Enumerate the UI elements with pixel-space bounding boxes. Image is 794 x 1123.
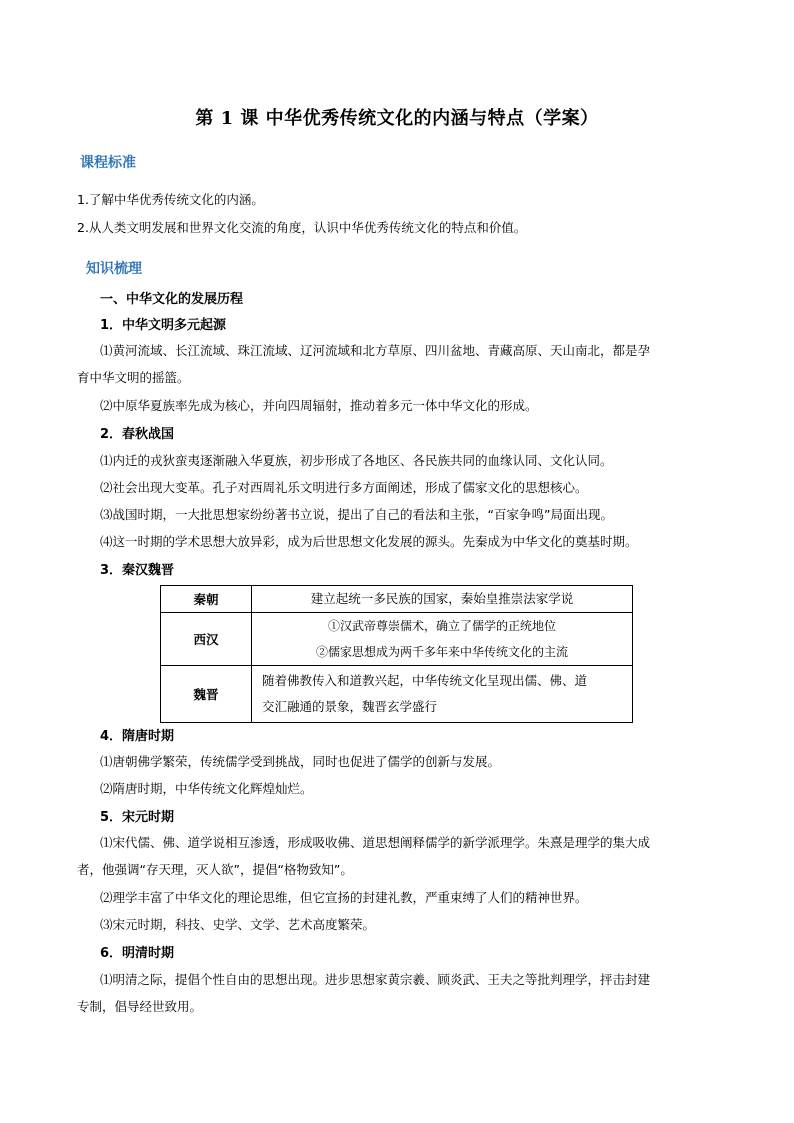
s1-p1-line2: 育中华文明的摇篮。 — [77, 370, 190, 385]
part-title: 一、中华文化的发展历程 — [100, 292, 244, 307]
table-val-weijin — [252, 666, 633, 723]
s2-p4: ⑷这一时期的学术思想大放异彩，成为后世思想文化发展的源头。先秦成为中华文化的奠基时期。 — [100, 534, 638, 549]
s2-p2: ⑵社会出现大变革。孔子对西周礼乐文明进行多方面阐述，形成了儒家文化的思想核心。 — [100, 480, 588, 495]
dynasty-table — [160, 585, 633, 723]
s2-p3: ⑶战国时期，一大批思想家纷纷著书立说，提出了自己的看法和主张，“百家争鸣”局面出现。 — [100, 507, 613, 522]
page-title: 第 1 课 中华优秀传统文化的内涵与特点（学案） — [195, 108, 599, 129]
table-key-xihan: 西汉 — [161, 613, 252, 666]
s5-p1-line2: 者，他强调“存天理，灭人欲”，提倡“格物致知”。 — [77, 862, 353, 877]
section-3-title: 3．秦汉魏晋 — [100, 563, 175, 578]
s1-p2: ⑵中原华夏族率先成为核心，并向四周辐射，推动着多元一体中华文化的形成。 — [100, 398, 538, 413]
s4-p1: ⑴唐朝佛学繁荣，传统儒学受到挑战，同时也促进了儒学的创新与发展。 — [100, 754, 501, 769]
s5-p2: ⑵理学丰富了中华文化的理论思维，但它宣扬的封建礼教，严重束缚了人们的精神世界。 — [100, 890, 588, 905]
standard-item-1: 1.了解中华优秀传统文化的内涵。 — [77, 192, 264, 207]
section-4-title: 4．隋唐时期 — [100, 729, 175, 744]
section-6-title: 6．明清时期 — [100, 946, 175, 961]
table-key-weijin: 魏晋 — [161, 666, 252, 723]
table-row — [161, 613, 633, 666]
s5-p3: ⑶宋元时期，科技、史学、文学、艺术高度繁荣。 — [100, 917, 376, 932]
table-row — [161, 586, 633, 613]
section-5-title: 5．宋元时期 — [100, 810, 175, 825]
xihan-point-1: ①汉武帝尊崇儒术，确立了儒学的正统地位 — [327, 619, 556, 633]
section-1-title: 1．中华文明多元起源 — [100, 318, 227, 333]
s1-p1-line1: ⑴黄河流域、长江流域、珠江流域、辽河流域和北方草原、四川盆地、青藏高原、天山南北，都是孕 — [100, 343, 651, 358]
standard-item-2: 2.从人类文明发展和世界文化交流的角度，认识中华优秀传统文化的特点和价值。 — [77, 220, 527, 235]
table-val-xihan — [252, 613, 633, 666]
table-key-qin: 秦朝 — [161, 586, 252, 613]
section-2-title: 2．春秋战国 — [100, 427, 175, 442]
s5-p1-line1: ⑴宋代儒、佛、道学说相互渗透，形成吸收佛、道思想阐释儒学的新学派理学。朱熹是理学的集大成 — [100, 835, 651, 850]
weijin-line-1: 随着佛教传入和道教兴起，中华传统文化呈现出儒、佛、道 — [262, 673, 588, 688]
table-val-qin: 建立起统一多民族的国家，秦始皇推崇法家学说 — [252, 586, 633, 613]
s4-p2: ⑵隋唐时期，中华传统文化辉煌灿烂。 — [100, 781, 313, 796]
weijin-line-2: 交汇融通的景象，魏晋玄学盛行 — [262, 699, 438, 714]
knowledge-heading: 知识梳理 — [86, 261, 142, 277]
course-standard-heading: 课程标准 — [80, 155, 136, 171]
table-row — [161, 666, 633, 723]
s6-p1-line2: 专制，倡导经世致用。 — [77, 999, 203, 1014]
s2-p1: ⑴内迁的戎狄蛮夷逐渐融入华夏族，初步形成了各地区、各民族共同的血缘认同、文化认同。 — [100, 453, 613, 468]
s6-p1-line1: ⑴明清之际，提倡个性自由的思想出现。进步思想家黄宗羲、顾炎武、王夫之等批判理学，抨击封建 — [100, 972, 651, 987]
xihan-point-2: ②儒家思想成为两千多年来中华传统文化的主流 — [315, 645, 568, 659]
